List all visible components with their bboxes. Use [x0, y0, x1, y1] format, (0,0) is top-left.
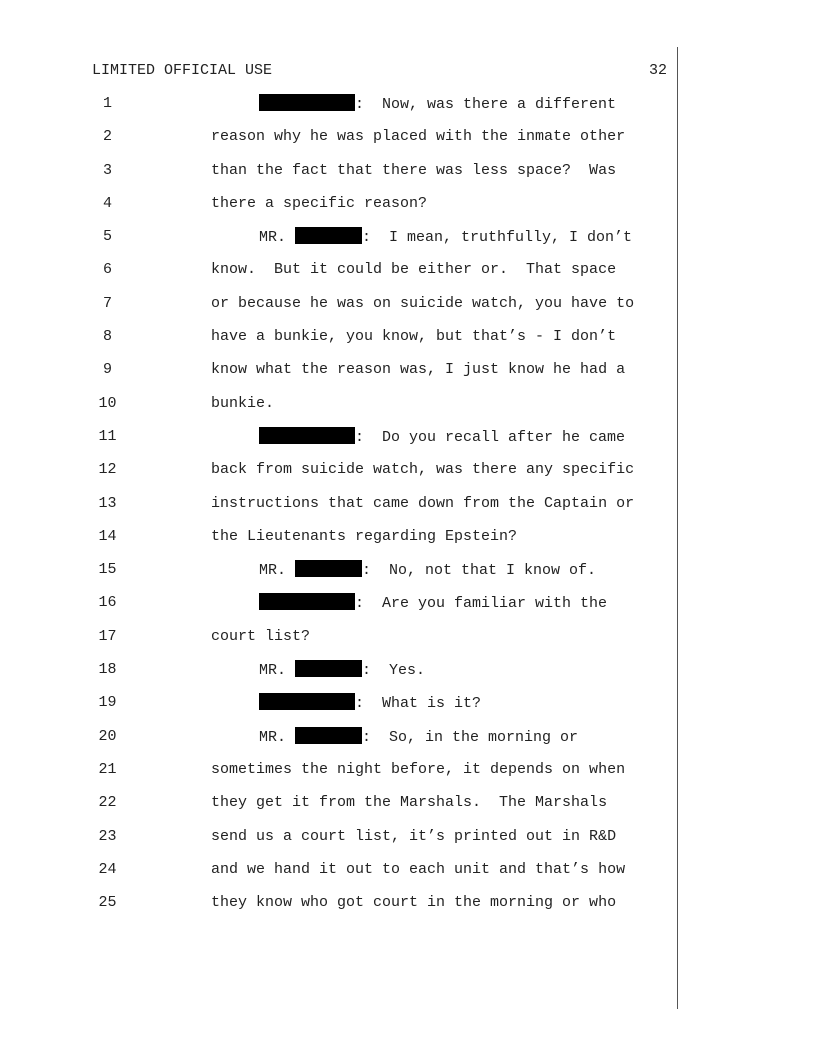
- line-number: 15: [98, 561, 117, 579]
- line-number: 20: [98, 727, 117, 745]
- line-content: know what the reason was, I just know he had a: [211, 361, 626, 379]
- line-text: [211, 793, 607, 813]
- transcript-line: [0, 460, 816, 493]
- transcript-line: [0, 660, 816, 693]
- line-text: [211, 827, 616, 847]
- line-number: 13: [98, 494, 117, 512]
- line-number: 25: [98, 894, 117, 912]
- line-number: 12: [98, 461, 117, 479]
- line-number: 1: [102, 95, 112, 112]
- line-text: [259, 727, 578, 748]
- line-text: [259, 94, 616, 115]
- line-text: [211, 161, 616, 181]
- transcript-line: [0, 260, 816, 293]
- line-content: than the fact that there was less space? Was: [211, 161, 617, 179]
- line-content: the Lieutenants regarding Epstein?: [211, 527, 518, 545]
- line-number: 22: [98, 794, 117, 812]
- line-content: : Do you recall after he came: [355, 428, 626, 446]
- line-number: 11: [98, 427, 117, 445]
- line-number: 24: [98, 860, 117, 878]
- line-content: : Now, was there a different: [355, 96, 617, 113]
- line-text: [259, 660, 425, 681]
- line-text: [259, 693, 481, 714]
- line-content: have a bunkie, you know, but that’s - I don’t: [211, 328, 617, 346]
- line-number: 9: [102, 361, 112, 379]
- line-text: [211, 327, 616, 347]
- speaker-prefix: MR.: [259, 662, 296, 680]
- line-text: [211, 527, 517, 547]
- line-content: there a specific reason?: [211, 194, 428, 212]
- classification-header: LIMITED OFFICIAL USE: [92, 62, 273, 79]
- transcript-line: [0, 127, 816, 160]
- speaker-prefix: MR.: [259, 728, 296, 746]
- line-content: : Are you familiar with the: [355, 595, 608, 613]
- transcript-line: [0, 693, 816, 726]
- line-content: : So, in the morning or: [362, 728, 579, 746]
- transcript-body: [0, 94, 816, 926]
- line-content: know. But it could be either or. That space: [211, 261, 617, 279]
- page-number: 32: [648, 62, 667, 79]
- transcript-line: [0, 394, 816, 427]
- line-text: [211, 294, 634, 314]
- line-text: [211, 760, 625, 780]
- transcript-line: [0, 593, 816, 626]
- line-content: : I mean, truthfully, I don’t: [362, 229, 633, 247]
- transcript-line: [0, 627, 816, 660]
- transcript-line: [0, 227, 816, 260]
- redaction-block: [259, 427, 355, 444]
- line-number: 14: [98, 527, 117, 545]
- line-content: and we hand it out to each unit and that’s how: [211, 860, 626, 878]
- line-content: reason why he was placed with the inmate other: [211, 128, 626, 146]
- line-content: they know who got court in the morning or who: [211, 894, 617, 912]
- line-number: 4: [102, 194, 112, 212]
- line-text: [259, 593, 607, 614]
- line-number: 6: [102, 261, 112, 279]
- line-text: [211, 194, 427, 214]
- redaction-block: [259, 94, 355, 111]
- transcript-line: [0, 194, 816, 227]
- line-text: [259, 560, 596, 581]
- line-content: or because he was on suicide watch, you have to: [211, 294, 635, 312]
- line-text: [211, 893, 616, 913]
- line-number: 17: [98, 627, 117, 645]
- line-number: 7: [102, 294, 112, 312]
- redaction-block: [259, 693, 355, 710]
- transcript-line: [0, 860, 816, 893]
- transcript-line: [0, 294, 816, 327]
- transcript-line: [0, 494, 816, 527]
- line-content: : What is it?: [355, 695, 482, 713]
- line-number: 8: [102, 328, 112, 346]
- transcript-line: [0, 527, 816, 560]
- transcript-line: [0, 760, 816, 793]
- line-number: 23: [98, 827, 117, 845]
- line-text: [211, 394, 274, 414]
- redaction-block: [259, 593, 355, 610]
- line-text: [211, 127, 625, 147]
- transcript-line: [0, 893, 816, 926]
- transcript-line: [0, 793, 816, 826]
- line-content: : Yes.: [362, 662, 426, 680]
- line-content: : No, not that I know of.: [362, 562, 597, 580]
- line-number: 16: [98, 594, 117, 612]
- transcript-line: [0, 827, 816, 860]
- redaction-block: [295, 560, 362, 577]
- speaker-prefix: MR.: [259, 229, 296, 247]
- line-content: court list?: [211, 627, 311, 645]
- transcript-line: [0, 327, 816, 360]
- line-text: [211, 494, 634, 514]
- line-content: send us a court list, it’s printed out in R&D: [211, 827, 617, 845]
- line-content: bunkie.: [211, 394, 275, 412]
- redaction-block: [295, 727, 362, 744]
- line-content: back from suicide watch, was there any specific: [211, 461, 635, 479]
- transcript-line: [0, 427, 816, 460]
- redaction-block: [295, 227, 362, 244]
- line-content: instructions that came down from the Captain or: [211, 494, 635, 512]
- line-number: 3: [102, 161, 112, 179]
- line-text: [211, 627, 310, 647]
- line-text: [211, 860, 625, 880]
- line-text: [211, 260, 616, 280]
- transcript-line: [0, 161, 816, 194]
- speaker-prefix: MR.: [259, 562, 296, 580]
- transcript-line: [0, 94, 816, 127]
- line-number: 10: [98, 394, 117, 412]
- line-content: sometimes the night before, it depends on when: [211, 760, 626, 778]
- line-text: [259, 227, 632, 248]
- line-content: they get it from the Marshals. The Marshals: [211, 794, 608, 812]
- transcript-line: [0, 560, 816, 593]
- line-number: 5: [102, 228, 112, 246]
- line-number: 2: [102, 128, 112, 146]
- line-number: 19: [98, 694, 117, 712]
- line-text: [259, 427, 625, 448]
- transcript-line: [0, 727, 816, 760]
- line-text: [211, 360, 625, 380]
- transcript-line: [0, 360, 816, 393]
- redaction-block: [295, 660, 362, 677]
- line-number: 18: [98, 661, 117, 679]
- line-number: 21: [98, 760, 117, 778]
- line-text: [211, 460, 634, 480]
